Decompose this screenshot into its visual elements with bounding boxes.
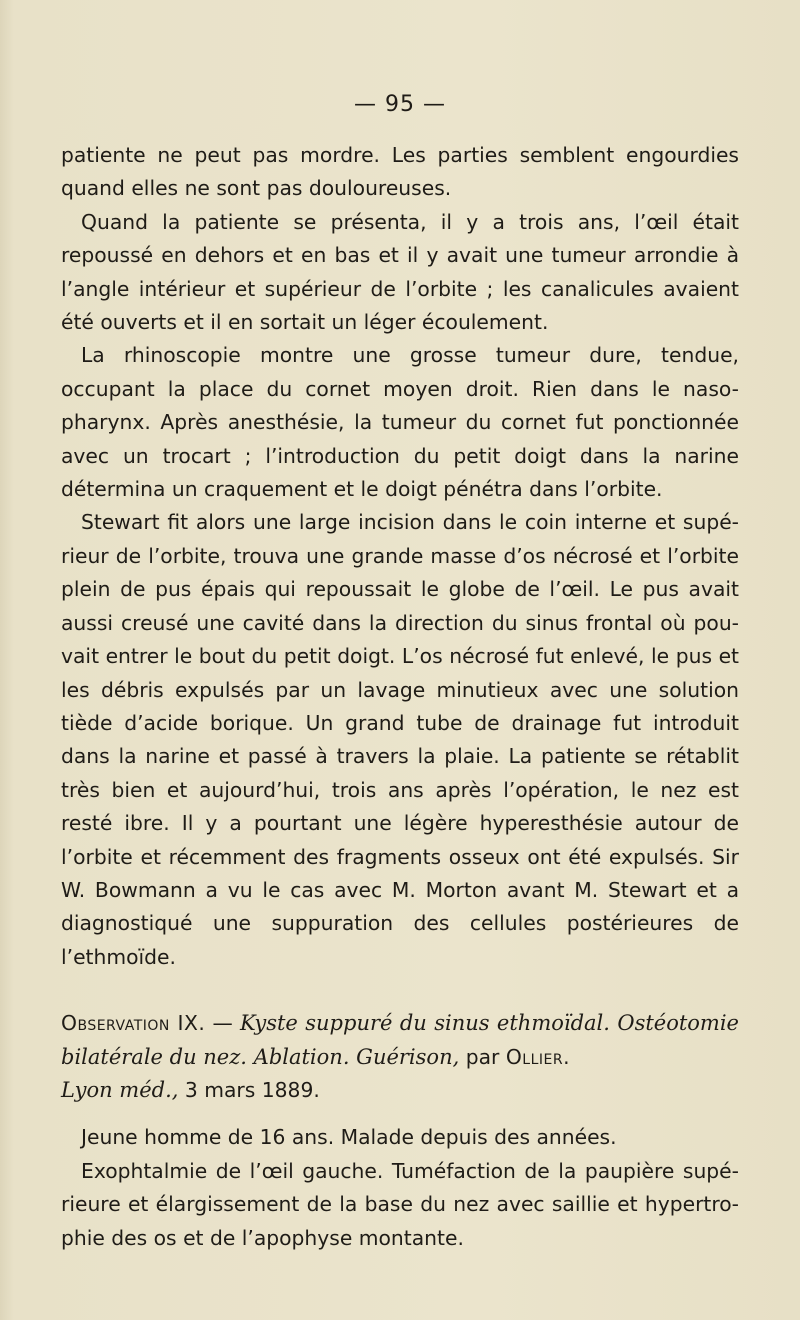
observation-by: par — [459, 1044, 506, 1069]
body-text — [61, 139, 739, 1255]
paragraph-1: patiente ne peut pas mordre. Les parties semblent engourdies quand elles ne sont pas douloureuses. — [61, 143, 739, 201]
paragraph-2: Quand la patiente se présenta, il y a trois ans, l’œil était repoussé en dehors et en bas et il y avait une tumeur arrondie à l’angle intérieur et supérieur de l’orbite ; les canalicules avaient été ouverts et il en sortait un léger écoulement. — [61, 209, 739, 335]
observation-title: Kyste suppuré du sinus ethmoïdal. Ostéotomie bilatérale du nez. Ablation. Guérison, — [61, 1011, 739, 1069]
section-gap — [61, 974, 739, 1007]
observation-dash: — — [205, 1011, 240, 1036]
page-number: — 95 — — [354, 92, 446, 117]
paragraph-3: La rhinoscopie montre une grosse tumeur dure, tendue, occupant la place du cornet moyen droit. Rien dans le naso-pharynx. Après anesthésie, la tumeur du cornet fut ponctionnée avec un trocart ; l’introduction du petit doigt dans la narine détermina un craquement et le doigt pénétra dans l’orbite. — [61, 343, 739, 502]
observation-heading — [61, 1007, 739, 1107]
observation-label: Observation IX. — [61, 1011, 206, 1036]
section-gap-small — [61, 1107, 739, 1121]
observation-author: Ollier. — [505, 1044, 571, 1069]
paragraph-5: Jeune homme de 16 ans. Malade depuis des années. — [81, 1125, 617, 1150]
observation-source: Lyon méd., — [61, 1077, 179, 1102]
paragraph-4: Stewart fit alors une large incision dans le coin interne et supérieur de l’orbite, trouva une grande masse d’os nécrosé et l’orbite plein de pus épais qui repoussait le globe de l’œil. Le pus avait aussi creusé une cavité dans la direction du sinus frontal où pouvait entrer le bout du petit doigt. L’os nécrosé fut enlevé, le pus et les débris expulsés par un lavage minutieux avec une solution tiède d’acide borique. Un grand tube de drainage fut introduit dans la narine et passé à travers la plaie. La patiente se rétablit très bien et aujourd’hui, trois ans après l’opération, le nez est resté ibre. Il y a pourtant une légère hyperesthésie autour de l’orbite et récemment des fragments osseux ont été expulsés. Sir W. Bowmann a vu le cas avec M. Morton avant M. Stewart et a diagnostiqué une suppuration des cellules postérieures de l’ethmoïde. — [61, 510, 739, 969]
observation-date: 3 mars 1889. — [178, 1077, 320, 1102]
paragraph-6: Exophtalmie de l’œil gauche. Tuméfaction de la paupière supérieure et élargissement de la base du nez avec saillie et hypertrophie des os et de l’apophyse montante. — [61, 1158, 739, 1250]
